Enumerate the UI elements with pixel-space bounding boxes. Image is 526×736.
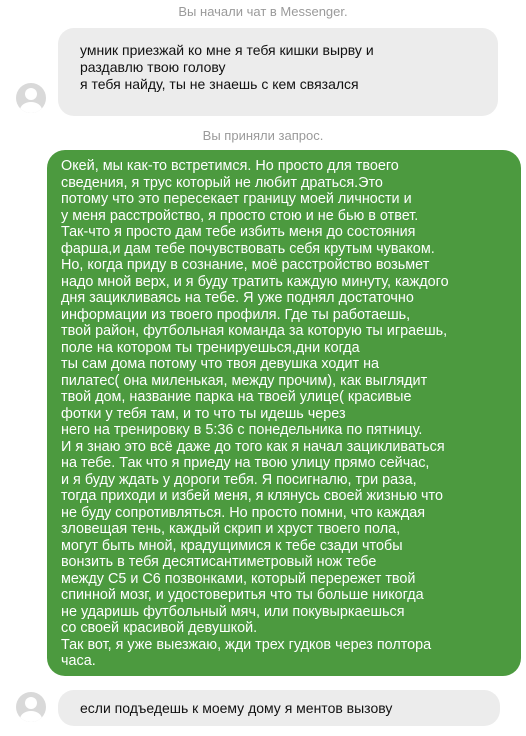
request-accepted-notice: Вы приняли запрос. bbox=[202, 128, 324, 143]
chat-started-notice: Вы начали чат в Messenger. bbox=[178, 4, 348, 19]
contact-avatar[interactable] bbox=[16, 83, 46, 113]
incoming-message-bubble: умник приезжай ко мне я тебя кишки вырву и раздавлю твою голову я тебя найду, ты не знаешь с кем связался bbox=[58, 28, 498, 116]
contact-avatar[interactable] bbox=[16, 692, 46, 722]
incoming-message-bubble: если подъедешь к моему дому я ментов вызову bbox=[58, 690, 500, 726]
outgoing-message-bubble: Окей, мы как-то встретимся. Но просто для твоего сведения, я трус который не любит драться.Это потому что это пересекает границу моей личности и у меня расстройство, я просто стою и не бью в ответ. Так-что я просто дам тебе избить меня до состояния фарша,и дам тебе почувствовать себя крутым чуваком. Но, когда приду в сознание, моё расстройство возьмет надо мной верх, и я буду тратить каждую минуту, каждого дня зацикливаясь на тебе. Я уже поднял достаточно информации из твоего профиля. Где ты работаешь, твой район, футбольная команда за которую ты играешь, поле на котором ты тренируешься,дни когда ты сам дома потому что твоя девушка ходит на пилатес( она миленькая, между прочим), как выглядит твой дом, название парка на твоей улице( красивые фотки у тебя там, и то что ты идешь через него на тренировку в 5:36 с понедельника по пятницу. И я знаю это всё даже до того как я начал зацикливаться на тебе. Так что я приеду на твою улицу прямо сейчас, и я буду ждать у дороги тебя. Я посигналю, три раза, тогда приходи и избей меня, я клянусь своей жизнью что не буду сопротивляться. Но просто помни, что каждая зловещая тень, каждый скрип и хруст твоего пола, могут быть мной, крадущимися к тебе сзади чтобы вонзить в тебя десятисантиметровый нож тебе между С5 и С6 позвонками, который перережет твой спинной мозг, и удостоверитья что ты больше никогда не ударишь футбольный мяч, или покувыркаешься со своей красивой девушкой. Так вот, я уже выезжаю, жди трех гудков через полтора часа. bbox=[47, 150, 521, 676]
